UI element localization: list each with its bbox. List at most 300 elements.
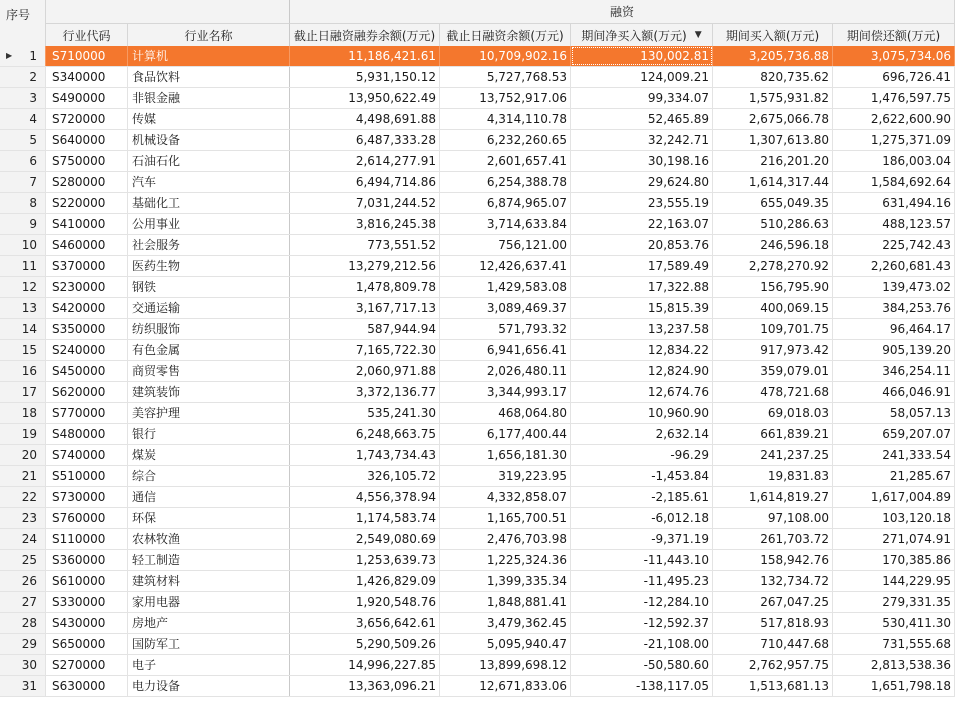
header-industry-name[interactable]: 行业名称 <box>128 24 290 46</box>
repay-amount-cell[interactable] <box>833 403 955 423</box>
financing-balance-cell[interactable] <box>440 172 571 192</box>
repay-amount-cell[interactable] <box>833 340 955 360</box>
table-row[interactable] <box>0 277 955 298</box>
industry-code-cell[interactable] <box>46 109 128 129</box>
row-index-cell[interactable] <box>0 424 46 444</box>
industry-name-cell[interactable] <box>128 319 290 339</box>
buy-amount-cell[interactable] <box>713 319 833 339</box>
row-index-cell[interactable] <box>0 151 46 171</box>
financing-balance-cell[interactable] <box>440 550 571 570</box>
table-row[interactable] <box>0 46 955 67</box>
margin-balance-cell[interactable] <box>290 445 440 465</box>
industry-name-cell[interactable] <box>128 382 290 402</box>
table-row[interactable] <box>0 613 955 634</box>
repay-amount-cell[interactable] <box>833 592 955 612</box>
net-buy-cell[interactable] <box>571 466 713 486</box>
financing-balance-cell[interactable] <box>440 109 571 129</box>
margin-balance-cell[interactable] <box>290 487 440 507</box>
industry-code-cell[interactable] <box>46 361 128 381</box>
industry-code-cell[interactable] <box>46 487 128 507</box>
repay-amount-cell[interactable] <box>833 214 955 234</box>
row-index-cell[interactable] <box>0 529 46 549</box>
industry-code-cell[interactable] <box>46 382 128 402</box>
repay-amount-cell[interactable] <box>833 46 955 66</box>
industry-name-cell[interactable] <box>128 676 290 696</box>
row-index-cell[interactable] <box>0 592 46 612</box>
margin-balance-cell[interactable] <box>290 655 440 675</box>
net-buy-cell[interactable] <box>571 172 713 192</box>
buy-amount-cell[interactable] <box>713 529 833 549</box>
margin-balance-cell[interactable] <box>290 613 440 633</box>
buy-amount-cell[interactable] <box>713 634 833 654</box>
financing-balance-cell[interactable] <box>440 508 571 528</box>
header-index[interactable]: 序号 <box>0 0 46 46</box>
repay-amount-cell[interactable] <box>833 571 955 591</box>
repay-amount-cell[interactable] <box>833 67 955 87</box>
financing-balance-cell[interactable] <box>440 466 571 486</box>
margin-balance-cell[interactable] <box>290 550 440 570</box>
buy-amount-cell[interactable] <box>713 340 833 360</box>
row-index-cell[interactable] <box>0 88 46 108</box>
repay-amount-cell[interactable] <box>833 298 955 318</box>
buy-amount-cell[interactable] <box>713 130 833 150</box>
industry-name-cell[interactable] <box>128 634 290 654</box>
industry-code-cell[interactable] <box>46 88 128 108</box>
row-index-cell[interactable] <box>0 277 46 297</box>
margin-balance-cell[interactable] <box>290 109 440 129</box>
repay-amount-cell[interactable] <box>833 655 955 675</box>
industry-code-cell[interactable] <box>46 277 128 297</box>
industry-name-cell[interactable] <box>128 445 290 465</box>
margin-balance-cell[interactable] <box>290 424 440 444</box>
net-buy-cell[interactable] <box>571 424 713 444</box>
industry-name-cell[interactable] <box>128 592 290 612</box>
industry-code-cell[interactable] <box>46 235 128 255</box>
financing-balance-cell[interactable] <box>440 67 571 87</box>
buy-amount-cell[interactable] <box>713 676 833 696</box>
net-buy-cell[interactable] <box>571 571 713 591</box>
industry-name-cell[interactable] <box>128 466 290 486</box>
header-financing-balance[interactable]: 截止日融资余额(万元) <box>440 24 571 46</box>
buy-amount-cell[interactable] <box>713 193 833 213</box>
financing-balance-cell[interactable] <box>440 193 571 213</box>
margin-balance-cell[interactable] <box>290 298 440 318</box>
header-industry-code[interactable]: 行业代码 <box>46 24 128 46</box>
net-buy-cell[interactable] <box>571 655 713 675</box>
industry-code-cell[interactable] <box>46 424 128 444</box>
table-row[interactable] <box>0 256 955 277</box>
buy-amount-cell[interactable] <box>713 466 833 486</box>
repay-amount-cell[interactable] <box>833 676 955 696</box>
financing-balance-cell[interactable] <box>440 151 571 171</box>
net-buy-cell[interactable] <box>571 487 713 507</box>
buy-amount-cell[interactable] <box>713 172 833 192</box>
financing-balance-cell[interactable] <box>440 403 571 423</box>
margin-balance-cell[interactable] <box>290 46 440 66</box>
table-row[interactable] <box>0 130 955 151</box>
industry-code-cell[interactable] <box>46 319 128 339</box>
margin-balance-cell[interactable] <box>290 571 440 591</box>
row-index-cell[interactable] <box>0 109 46 129</box>
buy-amount-cell[interactable] <box>713 382 833 402</box>
net-buy-cell[interactable] <box>571 88 713 108</box>
buy-amount-cell[interactable] <box>713 46 833 66</box>
industry-name-cell[interactable] <box>128 613 290 633</box>
row-index-cell[interactable] <box>0 130 46 150</box>
repay-amount-text: 905,139.20 <box>882 343 951 357</box>
margin-balance-cell[interactable] <box>290 382 440 402</box>
industry-name-text: 环保 <box>132 511 157 525</box>
industry-name-cell[interactable] <box>128 193 290 213</box>
industry-code-cell[interactable] <box>46 67 128 87</box>
industry-name-cell[interactable] <box>128 67 290 87</box>
financing-balance-cell[interactable] <box>440 340 571 360</box>
industry-code-cell[interactable] <box>46 508 128 528</box>
repay-amount-cell[interactable] <box>833 235 955 255</box>
margin-balance-cell[interactable] <box>290 508 440 528</box>
repay-amount-cell[interactable] <box>833 529 955 549</box>
repay-amount-cell[interactable] <box>833 550 955 570</box>
table-row[interactable] <box>0 571 955 592</box>
net-buy-cell[interactable] <box>571 508 713 528</box>
repay-amount-cell[interactable] <box>833 424 955 444</box>
financing-balance-cell[interactable] <box>440 214 571 234</box>
industry-name-cell[interactable] <box>128 340 290 360</box>
margin-balance-cell[interactable] <box>290 193 440 213</box>
table-row[interactable] <box>0 466 955 487</box>
margin-balance-cell[interactable] <box>290 130 440 150</box>
financing-balance-text: 13,752,917.06 <box>479 91 567 105</box>
financing-balance-cell[interactable] <box>440 235 571 255</box>
industry-code-cell[interactable] <box>46 193 128 213</box>
table-row[interactable] <box>0 214 955 235</box>
buy-amount-cell[interactable] <box>713 214 833 234</box>
net-buy-cell[interactable] <box>571 214 713 234</box>
net-buy-text: 12,674.76 <box>647 385 709 399</box>
net-buy-cell[interactable] <box>571 403 713 423</box>
financing-balance-cell[interactable] <box>440 571 571 591</box>
financing-balance-cell[interactable] <box>440 592 571 612</box>
margin-balance-cell[interactable] <box>290 676 440 696</box>
buy-amount-cell[interactable] <box>713 109 833 129</box>
industry-code-cell[interactable] <box>46 571 128 591</box>
margin-balance-text: 773,551.52 <box>367 238 436 252</box>
financing-balance-cell[interactable] <box>440 298 571 318</box>
margin-balance-cell[interactable] <box>290 529 440 549</box>
financing-balance-cell[interactable] <box>440 445 571 465</box>
industry-name-cell[interactable] <box>128 508 290 528</box>
table-row[interactable] <box>0 172 955 193</box>
repay-amount-cell[interactable] <box>833 130 955 150</box>
net-buy-cell[interactable] <box>571 256 713 276</box>
margin-balance-cell[interactable] <box>290 256 440 276</box>
industry-code-cell[interactable] <box>46 592 128 612</box>
net-buy-cell[interactable] <box>571 109 713 129</box>
row-index-cell[interactable] <box>0 508 46 528</box>
repay-amount-cell[interactable] <box>833 466 955 486</box>
industry-code-cell[interactable] <box>46 529 128 549</box>
buy-amount-cell[interactable] <box>713 361 833 381</box>
table-row[interactable] <box>0 67 955 88</box>
industry-name-cell[interactable] <box>128 172 290 192</box>
net-buy-cell[interactable] <box>571 445 713 465</box>
financing-balance-cell[interactable] <box>440 634 571 654</box>
financing-balance-cell[interactable] <box>440 676 571 696</box>
repay-amount-cell[interactable] <box>833 361 955 381</box>
row-index-text: 21 <box>21 469 37 483</box>
financing-balance-cell[interactable] <box>440 424 571 444</box>
header-net-buy[interactable] <box>571 24 713 46</box>
margin-balance-cell[interactable] <box>290 592 440 612</box>
net-buy-cell[interactable] <box>571 235 713 255</box>
margin-balance-cell[interactable] <box>290 361 440 381</box>
industry-code-cell[interactable] <box>46 403 128 423</box>
repay-amount-cell[interactable] <box>833 634 955 654</box>
table-row[interactable] <box>0 88 955 109</box>
margin-balance-cell[interactable] <box>290 172 440 192</box>
repay-amount-cell[interactable] <box>833 151 955 171</box>
industry-name-cell[interactable] <box>128 487 290 507</box>
margin-balance-cell[interactable] <box>290 466 440 486</box>
financing-balance-cell[interactable] <box>440 130 571 150</box>
table-row[interactable] <box>0 508 955 529</box>
row-index-cell[interactable] <box>0 613 46 633</box>
repay-amount-cell[interactable] <box>833 172 955 192</box>
financing-balance-cell[interactable] <box>440 46 571 66</box>
industry-name-cell[interactable] <box>128 529 290 549</box>
net-buy-cell[interactable] <box>571 550 713 570</box>
repay-amount-cell[interactable] <box>833 487 955 507</box>
table-row[interactable] <box>0 634 955 655</box>
industry-name-text: 社会服务 <box>132 238 181 252</box>
table-row[interactable] <box>0 592 955 613</box>
industry-name-cell[interactable] <box>128 424 290 444</box>
margin-balance-cell[interactable] <box>290 235 440 255</box>
buy-amount-cell[interactable] <box>713 613 833 633</box>
net-buy-cell[interactable] <box>571 361 713 381</box>
row-index-cell[interactable] <box>0 655 46 675</box>
row-index-cell[interactable] <box>0 256 46 276</box>
row-index-cell[interactable] <box>0 634 46 654</box>
net-buy-cell[interactable] <box>571 277 713 297</box>
row-index-cell[interactable] <box>0 340 46 360</box>
row-index-cell[interactable] <box>0 214 46 234</box>
buy-amount-cell[interactable] <box>713 256 833 276</box>
net-buy-cell[interactable] <box>571 382 713 402</box>
table-row[interactable] <box>0 424 955 445</box>
row-index-cell[interactable] <box>0 403 46 423</box>
net-buy-cell[interactable] <box>571 676 713 696</box>
industry-name-cell[interactable] <box>128 403 290 423</box>
industry-name-cell[interactable] <box>128 235 290 255</box>
industry-name-cell[interactable] <box>128 571 290 591</box>
row-index-cell[interactable] <box>0 445 46 465</box>
repay-amount-cell[interactable] <box>833 109 955 129</box>
repay-amount-cell[interactable] <box>833 508 955 528</box>
margin-balance-cell[interactable] <box>290 634 440 654</box>
industry-code-cell[interactable] <box>46 256 128 276</box>
table-row[interactable] <box>0 445 955 466</box>
table-row[interactable] <box>0 109 955 130</box>
financing-balance-cell[interactable] <box>440 361 571 381</box>
net-buy-cell[interactable] <box>571 634 713 654</box>
buy-amount-cell[interactable] <box>713 592 833 612</box>
industry-name-cell[interactable] <box>128 298 290 318</box>
margin-balance-cell[interactable] <box>290 214 440 234</box>
net-buy-cell[interactable] <box>571 193 713 213</box>
buy-amount-cell[interactable] <box>713 277 833 297</box>
row-index-cell[interactable] <box>0 571 46 591</box>
industry-name-cell[interactable] <box>128 256 290 276</box>
margin-balance-cell[interactable] <box>290 151 440 171</box>
buy-amount-cell[interactable] <box>713 67 833 87</box>
industry-name-cell[interactable] <box>128 130 290 150</box>
industry-name-cell[interactable] <box>128 214 290 234</box>
financing-balance-cell[interactable] <box>440 655 571 675</box>
buy-amount-cell[interactable] <box>713 445 833 465</box>
industry-name-cell[interactable] <box>128 88 290 108</box>
row-index-cell[interactable] <box>0 235 46 255</box>
net-buy-cell[interactable] <box>571 340 713 360</box>
financing-balance-cell[interactable] <box>440 256 571 276</box>
buy-amount-cell[interactable] <box>713 508 833 528</box>
industry-code-cell[interactable] <box>46 655 128 675</box>
industry-name-cell[interactable] <box>128 655 290 675</box>
repay-amount-cell[interactable] <box>833 382 955 402</box>
buy-amount-cell[interactable] <box>713 298 833 318</box>
margin-balance-cell[interactable] <box>290 88 440 108</box>
buy-amount-cell[interactable] <box>713 151 833 171</box>
financing-balance-cell[interactable] <box>440 529 571 549</box>
buy-amount-cell[interactable] <box>713 424 833 444</box>
industry-name-cell[interactable] <box>128 46 290 66</box>
industry-code-cell[interactable] <box>46 634 128 654</box>
repay-amount-cell[interactable] <box>833 445 955 465</box>
financing-balance-cell[interactable] <box>440 319 571 339</box>
industry-code-cell[interactable] <box>46 676 128 696</box>
table-row[interactable] <box>0 193 955 214</box>
table-row[interactable] <box>0 550 955 571</box>
buy-amount-cell[interactable] <box>713 88 833 108</box>
industry-code-cell[interactable] <box>46 298 128 318</box>
repay-amount-cell[interactable] <box>833 193 955 213</box>
repay-amount-cell[interactable] <box>833 319 955 339</box>
industry-name-cell[interactable] <box>128 550 290 570</box>
margin-balance-cell[interactable] <box>290 67 440 87</box>
margin-balance-cell[interactable] <box>290 319 440 339</box>
row-index-cell[interactable] <box>0 550 46 570</box>
industry-code-cell[interactable] <box>46 214 128 234</box>
buy-amount-cell[interactable] <box>713 235 833 255</box>
net-buy-cell[interactable] <box>571 67 713 87</box>
row-index-cell[interactable] <box>0 193 46 213</box>
net-buy-cell[interactable] <box>571 592 713 612</box>
header-buy-amount[interactable]: 期间买入额(万元) <box>713 24 833 46</box>
financing-balance-text: 12,671,833.06 <box>479 679 567 693</box>
repay-amount-cell[interactable] <box>833 277 955 297</box>
repay-amount-cell[interactable] <box>833 613 955 633</box>
row-index-cell[interactable] <box>0 46 46 66</box>
industry-code-cell[interactable] <box>46 172 128 192</box>
table-row[interactable] <box>0 403 955 424</box>
industry-code-cell[interactable] <box>46 613 128 633</box>
net-buy-cell[interactable] <box>571 46 713 66</box>
table-row[interactable] <box>0 298 955 319</box>
financing-balance-cell[interactable] <box>440 613 571 633</box>
financing-balance-cell[interactable] <box>440 88 571 108</box>
header-repay-amount[interactable]: 期间偿还额(万元) <box>833 24 955 46</box>
margin-balance-cell[interactable] <box>290 340 440 360</box>
buy-amount-cell[interactable] <box>713 655 833 675</box>
table-row[interactable] <box>0 340 955 361</box>
net-buy-cell[interactable] <box>571 613 713 633</box>
buy-amount-cell[interactable] <box>713 550 833 570</box>
financing-balance-cell[interactable] <box>440 382 571 402</box>
net-buy-cell[interactable] <box>571 319 713 339</box>
industry-name-cell[interactable] <box>128 361 290 381</box>
row-index-cell[interactable] <box>0 466 46 486</box>
row-index-cell[interactable] <box>0 172 46 192</box>
table-row[interactable] <box>0 235 955 256</box>
industry-name-cell[interactable] <box>128 151 290 171</box>
table-row[interactable] <box>0 319 955 340</box>
net-buy-cell[interactable] <box>571 130 713 150</box>
header-margin-balance[interactable]: 截止日融资融券余额(万元) <box>290 24 440 46</box>
industry-code-cell[interactable] <box>46 340 128 360</box>
industry-code-cell[interactable] <box>46 46 128 66</box>
table-row[interactable] <box>0 529 955 550</box>
row-index-cell[interactable] <box>0 487 46 507</box>
table-row[interactable] <box>0 676 955 697</box>
financing-balance-cell[interactable] <box>440 487 571 507</box>
net-buy-cell[interactable] <box>571 151 713 171</box>
table-row[interactable] <box>0 151 955 172</box>
row-index-cell[interactable] <box>0 298 46 318</box>
sort-desc-icon[interactable]: ▼ <box>694 30 702 40</box>
row-index-cell[interactable] <box>0 67 46 87</box>
financing-balance-cell[interactable] <box>440 277 571 297</box>
industry-name-cell[interactable] <box>128 109 290 129</box>
net-buy-cell[interactable] <box>571 298 713 318</box>
buy-amount-cell[interactable] <box>713 403 833 423</box>
margin-balance-cell[interactable] <box>290 277 440 297</box>
row-index-cell[interactable] <box>0 676 46 696</box>
industry-name-cell[interactable] <box>128 277 290 297</box>
row-index-cell[interactable] <box>0 319 46 339</box>
margin-balance-text: 2,614,277.91 <box>355 154 436 168</box>
repay-amount-cell[interactable] <box>833 88 955 108</box>
table-row[interactable] <box>0 382 955 403</box>
row-index-cell[interactable] <box>0 361 46 381</box>
industry-code-cell[interactable] <box>46 550 128 570</box>
margin-balance-cell[interactable] <box>290 403 440 423</box>
industry-code-cell[interactable] <box>46 151 128 171</box>
industry-code-cell[interactable] <box>46 466 128 486</box>
buy-amount-cell[interactable] <box>713 571 833 591</box>
margin-balance-text: 1,174,583.74 <box>355 511 436 525</box>
repay-amount-text: 2,260,681.43 <box>870 259 951 273</box>
industry-code-cell[interactable] <box>46 130 128 150</box>
industry-code-cell[interactable] <box>46 445 128 465</box>
table-row[interactable] <box>0 487 955 508</box>
buy-amount-cell[interactable] <box>713 487 833 507</box>
repay-amount-cell[interactable] <box>833 256 955 276</box>
net-buy-cell[interactable] <box>571 529 713 549</box>
industry-code-text: S330000 <box>52 595 106 609</box>
table-row[interactable] <box>0 655 955 676</box>
table-row[interactable] <box>0 361 955 382</box>
row-index-cell[interactable] <box>0 382 46 402</box>
